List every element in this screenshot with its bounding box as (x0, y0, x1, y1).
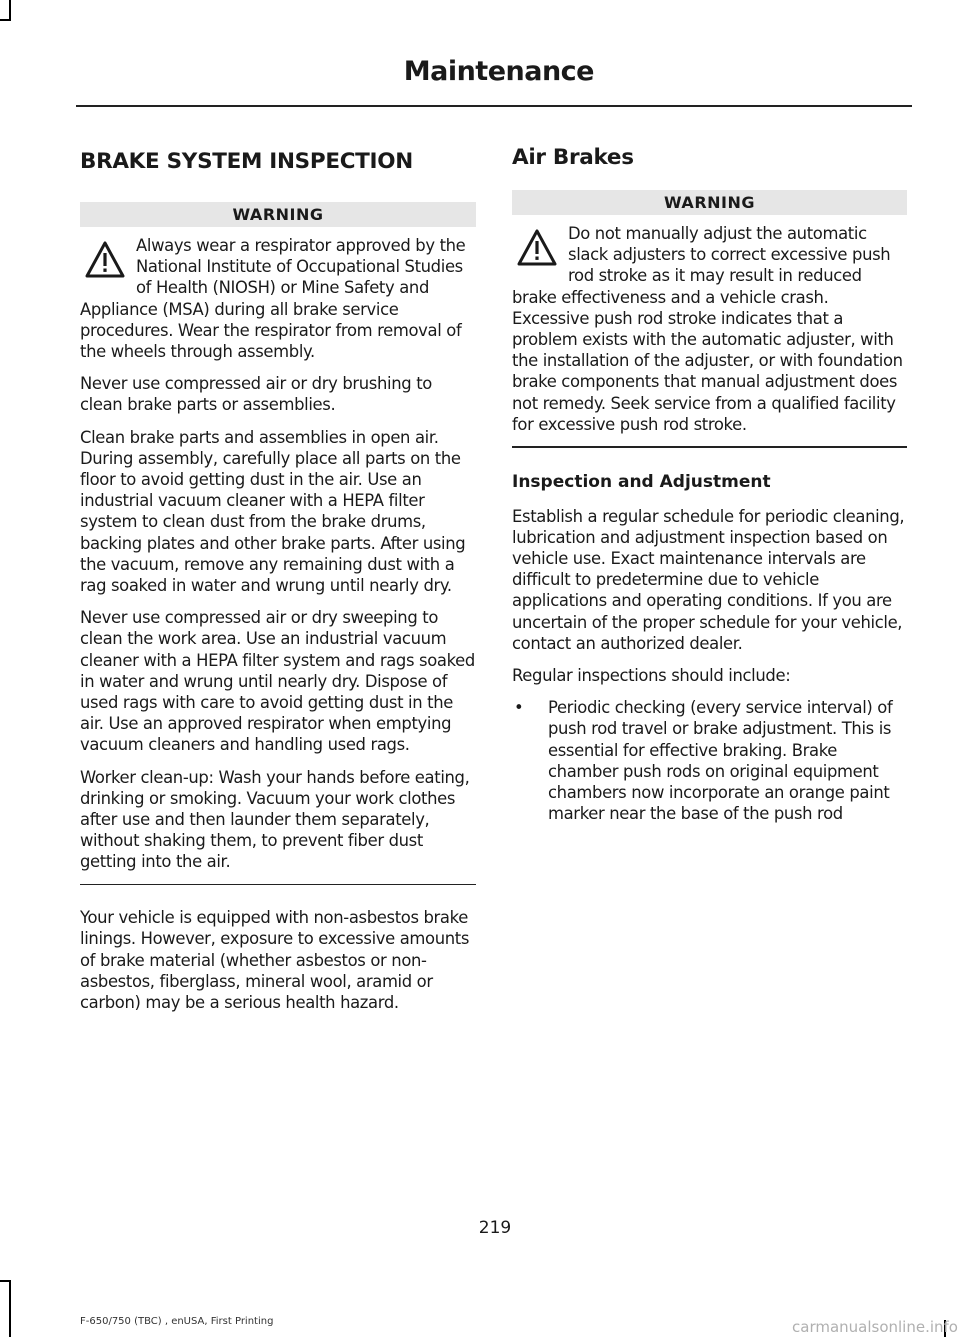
page-number: 219 (478, 1218, 512, 1238)
warning-banner: WARNING (512, 190, 907, 215)
warning-text: Always wear a respirator approved by the National Institute of Occupational Studies of Health (NIOSH) or Mine Safety and Appliance (MSA) during all brake service procedures. Wear the respirator from removal of the wheels through assembly. (80, 236, 466, 362)
watermark: carmanualsonline.info (792, 1318, 958, 1336)
warning-banner: WARNING (80, 202, 476, 227)
crop-mark (9, 0, 11, 20)
bullet-symbol: • (514, 698, 524, 718)
section-heading: BRAKE SYSTEM INSPECTION (80, 149, 413, 174)
warning-paragraph: Never use compressed air or dry sweeping to clean the work area. Use an industrial vacuum cleaner with a HEPA filter system and rags soaked in water and wrung until nearly dry. Dispose of used rags with care to avoid getting dust in the air. Use an approved respirator when emptying vacuum cleaners and handling used rags. (80, 608, 475, 755)
body-paragraph: Your vehicle is equipped with non-asbestos brake linings. However, exposure to excessive amounts of brake material (whether asbestos or non-asbestos, fiberglass, mineral wool, aramid or carbon) may be a serious health hazard. (80, 908, 470, 1012)
warning-end-rule (512, 446, 907, 448)
crop-mark (0, 1280, 11, 1282)
crop-mark (9, 1280, 11, 1337)
warning-triangle-icon (84, 239, 126, 281)
print-info: F-650/750 (TBC) , enUSA, First Printing (80, 1316, 274, 1327)
warning-block (80, 235, 476, 362)
warning-text: Do not manually adjust the automatic slack adjusters to correct excessive push rod stroke as it may result in reduced brake effectiveness and a vehicle crash. Excessive push rod stroke indicates that a problem exists with the automatic adjuster, with the installation of the adjuster, or with foundation brake components that manual adjustment does not remedy. Seek service from a qualified facility for excessive push rod stroke. (512, 224, 903, 434)
crop-mark (0, 19, 11, 21)
list-item-text: Periodic checking (every service interval) of push rod travel or brake adjustment. This is essential for effective braking. Brake chamber push rods on original equipment chambers now incorporate an orange paint marker near the base of the push rod (548, 698, 893, 824)
section-heading: Air Brakes (512, 145, 634, 170)
warning-paragraph: Clean brake parts and assemblies in open air. During assembly, carefully place all parts on the floor to avoid getting dust in the air. Use an industrial vacuum cleaner with a HEPA filter system to clean dust from the brake drums, backing plates and other brake parts. After using the vacuum, remove any remaining dust with a rag soaked in water and wrung until nearly dry. (80, 427, 466, 596)
warning-end-rule (80, 884, 476, 886)
subsection-heading: Inspection and Adjustment (512, 471, 771, 492)
body-paragraph: Regular inspections should include: (512, 665, 791, 685)
left-column (80, 140, 476, 1024)
warning-paragraph: Never use compressed air or dry brushing to clean brake parts or assemblies. (80, 374, 432, 415)
list-item (512, 697, 907, 824)
body-paragraph: Establish a regular schedule for periodic cleaning, lubrication and adjustment inspection based on vehicle use. Exact maintenance intervals are difficult to predetermine due to vehicle applications and operating conditions. If you are uncertain of the proper schedule for your vehicle, contact an authorized dealer. (512, 506, 905, 653)
right-column (512, 140, 907, 824)
bullet-list (512, 697, 907, 824)
header-divider (76, 105, 912, 107)
warning-triangle-icon (516, 227, 558, 269)
warning-block (512, 223, 907, 435)
warning-paragraph: Worker clean-up: Wash your hands before eating, drinking or smoking. Vacuum your work clothes after use and then launder them separately, without shaking them, to prevent fiber dust getting into the air. (80, 767, 470, 872)
page-header-title: Maintenance (403, 56, 594, 87)
